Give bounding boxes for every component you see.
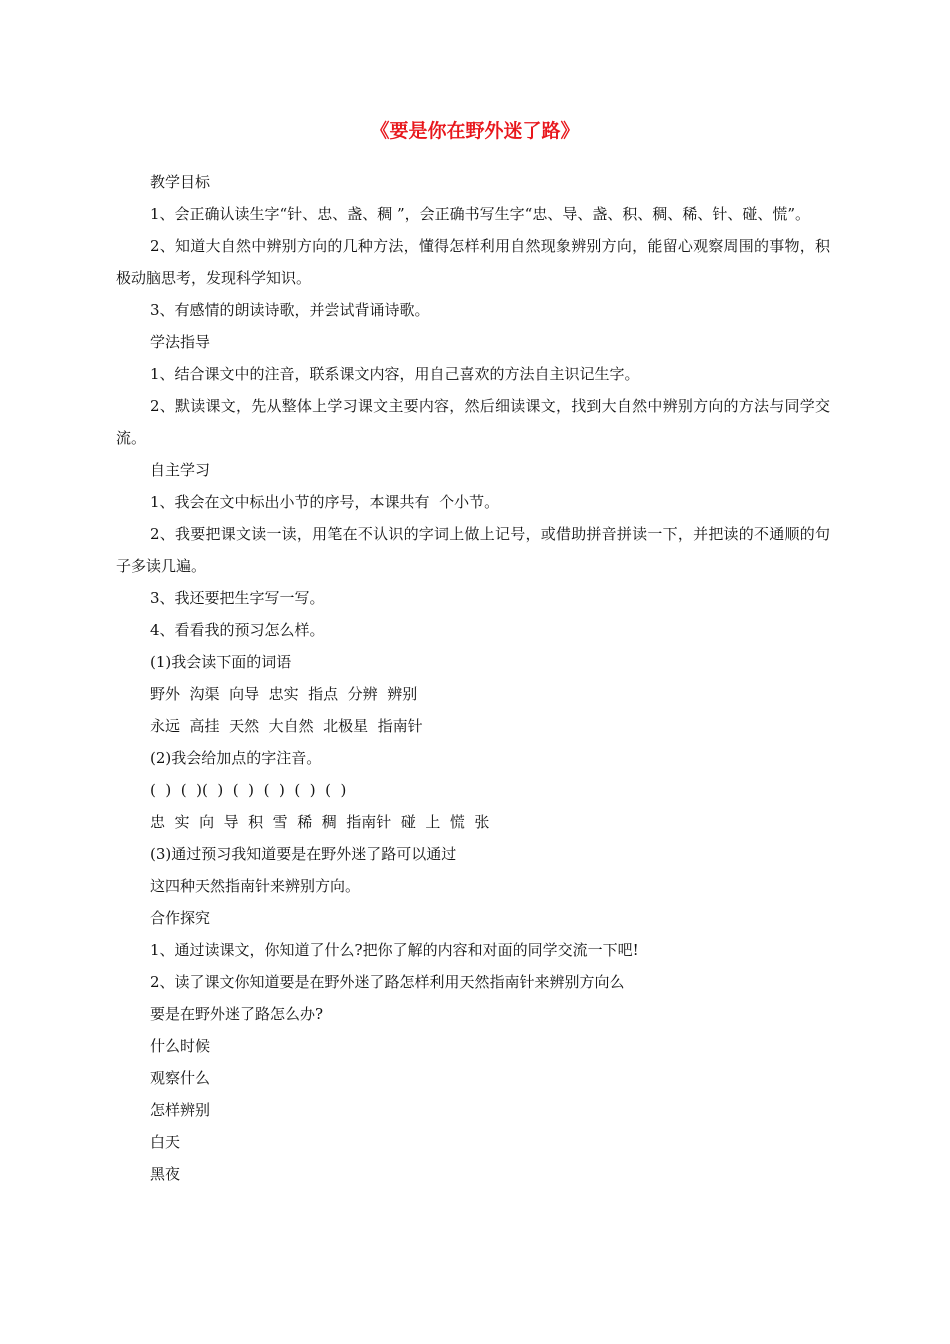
cooperation-2: 2、读了课文你知道要是在野外迷了路怎样利用天然指南针来辨别方向么 — [150, 973, 625, 991]
self-study-2: 2、我要把课文读一读，用笔在不认识的字词上做上记号，或借助拼音拼读一下，并把读的不通顺的句子多读几遍。 — [116, 525, 830, 575]
exercise-1-heading: (1)我会读下面的词语 — [150, 653, 292, 671]
section-heading-cooperation: 合作探究 — [150, 909, 211, 927]
objective-1: 1、会正确认读生字“针、忠、盏、稠 ”，会正确书写生字“忠、导、盏、积、稠、稀、针、碰、慌”。 — [150, 205, 810, 223]
objective-3: 3、有感情的朗读诗歌，并尝试背诵诗歌。 — [150, 301, 430, 319]
self-study-3: 3、我还要把生字写一写。 — [150, 589, 325, 607]
document-body — [116, 166, 830, 1190]
word-list-row-2: 永远 高挂 天然 大自然 北极星 指南针 — [150, 717, 423, 735]
question-lost: 要是在野外迷了路怎么办? — [150, 1005, 324, 1023]
section-heading-objectives: 教学目标 — [150, 173, 211, 191]
exercise-3-continuation: 这四种天然指南针来辨别方向。 — [150, 877, 361, 895]
table-label-day: 白天 — [150, 1133, 181, 1151]
cooperation-1: 1、通过读课文，你知道了什么?把你了解的内容和对面的同学交流一下吧! — [150, 941, 639, 959]
section-heading-method: 学法指导 — [150, 333, 211, 351]
exercise-3-heading: (3)通过预习我知道要是在野外迷了路可以通过 — [150, 845, 457, 863]
table-label-night: 黑夜 — [150, 1165, 181, 1183]
self-study-1: 1、我会在文中标出小节的序号，本课共有 个小节。 — [150, 493, 500, 511]
pinyin-characters: 忠 实 向 导 积 雪 稀 稠 指南针 碰 上 慌 张 — [150, 813, 490, 831]
pinyin-blanks: ( ) ( )( ) ( ) ( ) ( ) ( ) — [150, 781, 347, 799]
objective-2: 2、知道大自然中辨别方向的几种方法，懂得怎样利用自然现象辨别方向，能留心观察周围的事物，积极动脑思考，发现科学知识。 — [116, 237, 830, 287]
self-study-4: 4、看看我的预习怎么样。 — [150, 621, 325, 639]
table-label-observe: 观察什么 — [150, 1069, 211, 1087]
exercise-2-heading: (2)我会给加点的字注音。 — [150, 749, 322, 767]
word-list-row-1: 野外 沟渠 向导 忠实 指点 分辨 辨别 — [150, 685, 418, 703]
method-2: 2、默读课文，先从整体上学习课文主要内容，然后细读课文，找到大自然中辨别方向的方法与同学交流。 — [116, 397, 830, 447]
section-heading-self-study: 自主学习 — [150, 461, 211, 479]
method-1: 1、结合课文中的注音，联系课文内容，用自己喜欢的方法自主识记生字。 — [150, 365, 640, 383]
document-title: 《要是你在野外迷了路》 — [370, 120, 580, 142]
table-label-when: 什么时候 — [150, 1037, 211, 1055]
table-label-how: 怎样辨别 — [150, 1101, 211, 1119]
